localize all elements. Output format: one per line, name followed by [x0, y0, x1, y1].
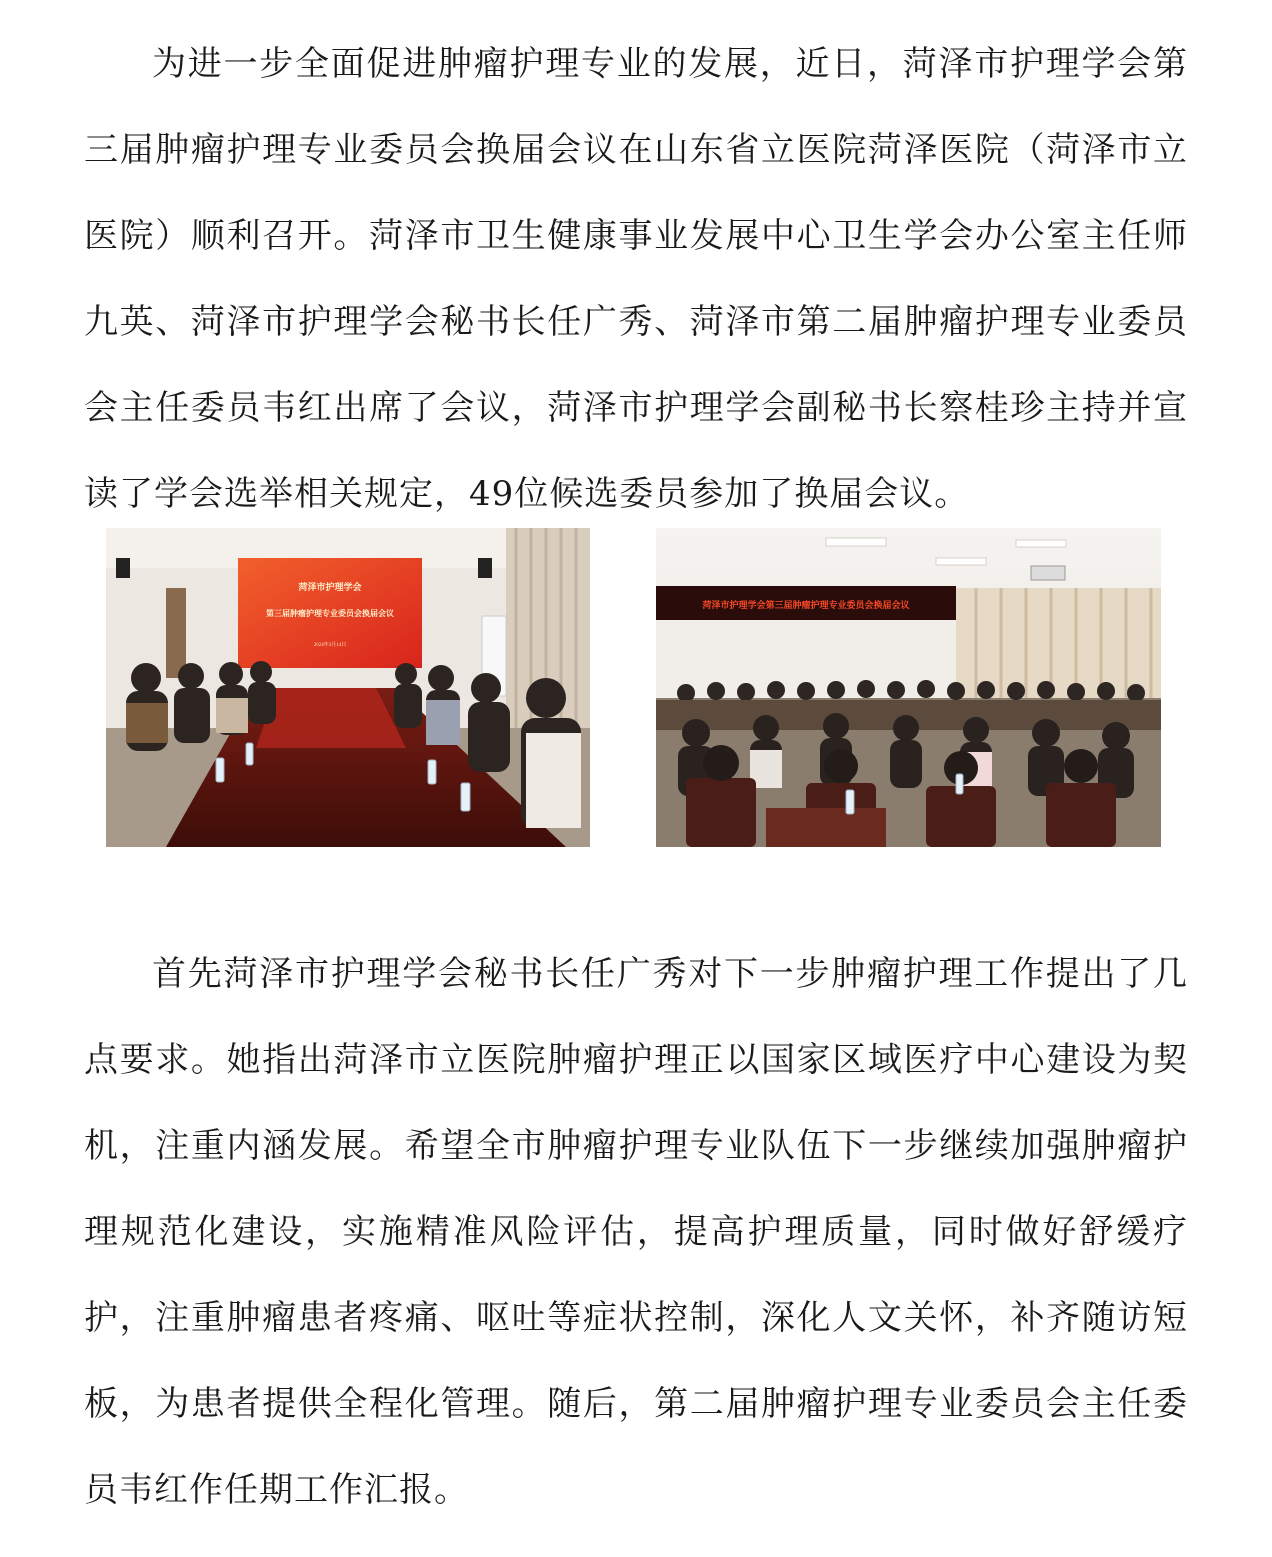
- meeting-photo-left: [106, 528, 590, 847]
- screen-date: 2024年3月14日: [313, 643, 347, 648]
- meeting-photo-left-image: [106, 528, 590, 847]
- meeting-photo-right: [656, 528, 1161, 847]
- led-banner-text: 菏泽市护理学会第三届肿瘤护理专业委员会换届会议: [702, 601, 910, 611]
- meeting-photo-right-image: [656, 528, 1161, 847]
- article-paragraph-2: 首先菏泽市护理学会秘书长任广秀对下一步肿瘤护理工作提出了几点要求。她指出菏泽市立医院肿瘤护理正以国家区域医疗中心建设为契机，注重内涵发展。希望全市肿瘤护理专业队伍下一步继续加强肿瘤护理规范化建设，实施精准风险评估，提高护理质量，同时做好舒缓疗护，注重肿瘤患者疼痛、呕吐等症状控制，深化人文关怀，补齐随访短板，为患者提供全程化管理。随后，第二届肿瘤护理专业委员会主任委员韦红作任期工作汇报。: [84, 954, 1188, 1510]
- article-paragraph-1: 为进一步全面促进肿瘤护理专业的发展，近日，菏泽市护理学会第三届肿瘤护理专业委员会换届会议在山东省立医院菏泽医院（菏泽市立医院）顺利召开。菏泽市卫生健康事业发展中心卫生学会办公室主任师九英、菏泽市护理学会秘书长任广秀、菏泽市第二届肿瘤护理专业委员会主任委员韦红出席了会议，菏泽市护理学会副秘书长察桂珍主持并宣读了学会选举相关规定，49位候选委员参加了换届会议。: [84, 44, 1188, 514]
- screen-title-line-1: 菏泽市护理学会: [298, 583, 362, 593]
- screen-title-line-2: 第三届肿瘤护理专业委员会换届会议: [266, 608, 394, 618]
